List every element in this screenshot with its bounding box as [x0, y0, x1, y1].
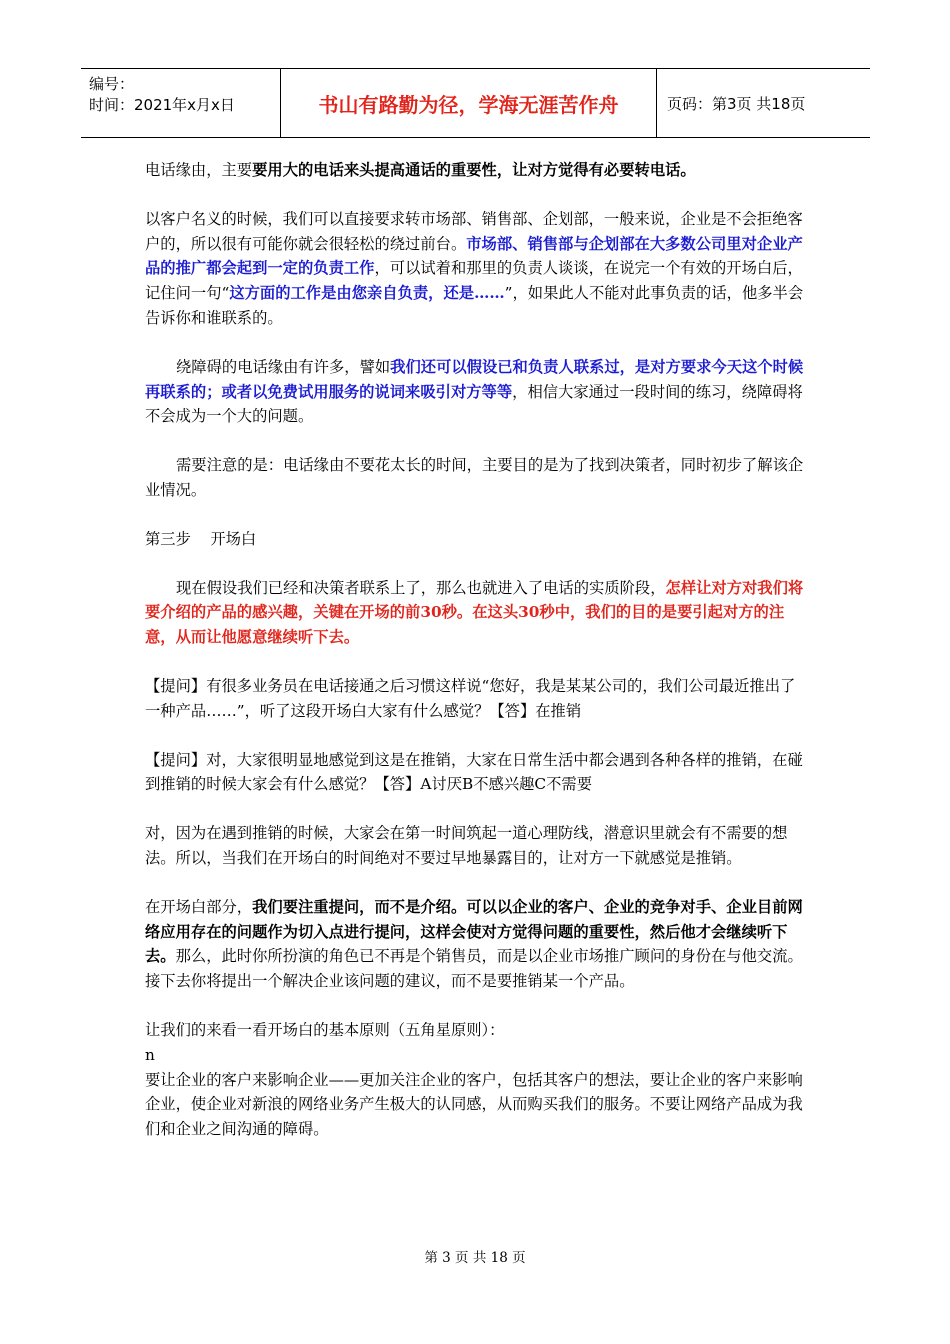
blue-emphasis: 这方面的工作是由您亲自负责，还是……: [229, 284, 505, 303]
paragraph-7: 【提问】有很多业务员在电话接通之后习惯这样说“您好，我是某某公司的，我们公司最近推出了一种产品……”，听了这段开场白大家有什么感觉？【答】在推销: [145, 676, 796, 720]
paragraph-4: 需要注意的是：电话缘由不要花太长的时间，主要目的是为了找到决策者，同时初步了解该企业情况。: [145, 456, 804, 499]
paragraph-2: [145, 207, 809, 331]
text-run: ，可以试着和那里的负责人谈谈，在说完一个有效的开场白后，记住问一句“: [145, 259, 803, 303]
text-run: 那么，此时你所扮演的角色已不再是个销售员，而是以企业市场推广顾问的身份在与他交流。接下去你将提出一个解决企业该问题的建议，而不是要推销某一个产品。: [145, 947, 803, 991]
blue-emphasis: 我们还可以假设已和负责人联系过，是对方要求今天这个时候再联系的；或者以免费试用服务的说词来吸引对方等等: [145, 357, 804, 401]
paragraph-10: [145, 895, 809, 994]
paragraph-3: [145, 355, 809, 429]
page-header: [81, 68, 870, 138]
text-run: 以客户名义的时候，我们可以直接要求转市场部、销售部、企划部，一般来说，企业是不会拒绝客户的，所以很有可能你就会很轻松的绕过前台。: [145, 209, 803, 253]
paragraph-9: 对，因为在遇到推销的时候，大家会在第一时间筑起一道心理防线，潜意识里就会有不需要的想法。所以，当我们在开场白的时间绝对不要过早地暴露目的，让对方一下就感觉是推销。: [145, 824, 788, 867]
page-footer: 第 3 页 共 18 页: [424, 1250, 526, 1266]
paragraph-11: 让我们的来看一看开场白的基本原则（五角星原则）：: [145, 1020, 505, 1039]
header-meta: [81, 69, 281, 137]
blue-emphasis: 市场部、销售部与企划部在大多数公司里对企业产品的推广都会起到一定的负责工作: [145, 234, 803, 278]
text-run: ”，如果此人不能对此事负责的话，他多半会告诉你和谁联系的。: [145, 284, 804, 327]
paragraph-8: 【提问】对，大家很明显地感觉到这是在推销，大家在日常生活中都会遇到各种各样的推销，在碰到推销的时候大家会有什么感觉？【答】A讨厌B不感兴趣C不需要: [145, 750, 803, 794]
time-label: 时间：2021年x月x日: [89, 96, 235, 114]
bullet-marker: n: [145, 1045, 155, 1064]
red-emphasis: 怎样让对方对我们将要介绍的产品的感兴趣，关键在开场的前30秒。在这头30秒中，我们的目的是要引起对方的注意，从而让他愿意继续听下去。: [145, 578, 804, 647]
document-body: [145, 158, 809, 1142]
text-run: 电话缘由，主要: [145, 161, 253, 179]
bold-run: 要用大的电话来头提高通话的重要性，让对方觉得有必要转电话。: [252, 161, 696, 179]
code-label: 编号：: [89, 75, 135, 93]
header-page-info: 页码：第3页 共18页: [667, 94, 806, 113]
text-run: ，相信大家通过一段时间的练习，绕障碍将不会成为一个大的问题。: [145, 382, 803, 426]
text-run: 现在假设我们已经和决策者联系上了，那么也就进入了电话的实质阶段，: [176, 578, 666, 597]
text-run: 在开场白部分，: [145, 897, 253, 916]
paragraph-13: 要让企业的客户来影响企业——更加关注企业的客户，包括其客户的想法，要让企业的客户来影响企业，使企业对新浪的网络业务产生极大的认同感，从而购买我们的服务。不要让网络产品成为我们和企业之间沟通的障碍。: [145, 1070, 803, 1139]
paragraph-1: [145, 158, 809, 183]
header-motto: 书山有路勤为径，学海无涯苦作舟: [281, 69, 657, 137]
text-run: 绕障碍的电话缘由有许多，譬如: [176, 357, 391, 376]
paragraph-6: [145, 576, 809, 650]
section-heading: 第三步 开场白: [145, 529, 257, 548]
bold-run: 我们要注重提问，而不是介绍。可以以企业的客户、企业的竞争对手、企业目前网络应用存在的问题作为切入点进行提问，这样会使对方觉得问题的重要性，然后他才会继续听下去。: [145, 897, 803, 966]
